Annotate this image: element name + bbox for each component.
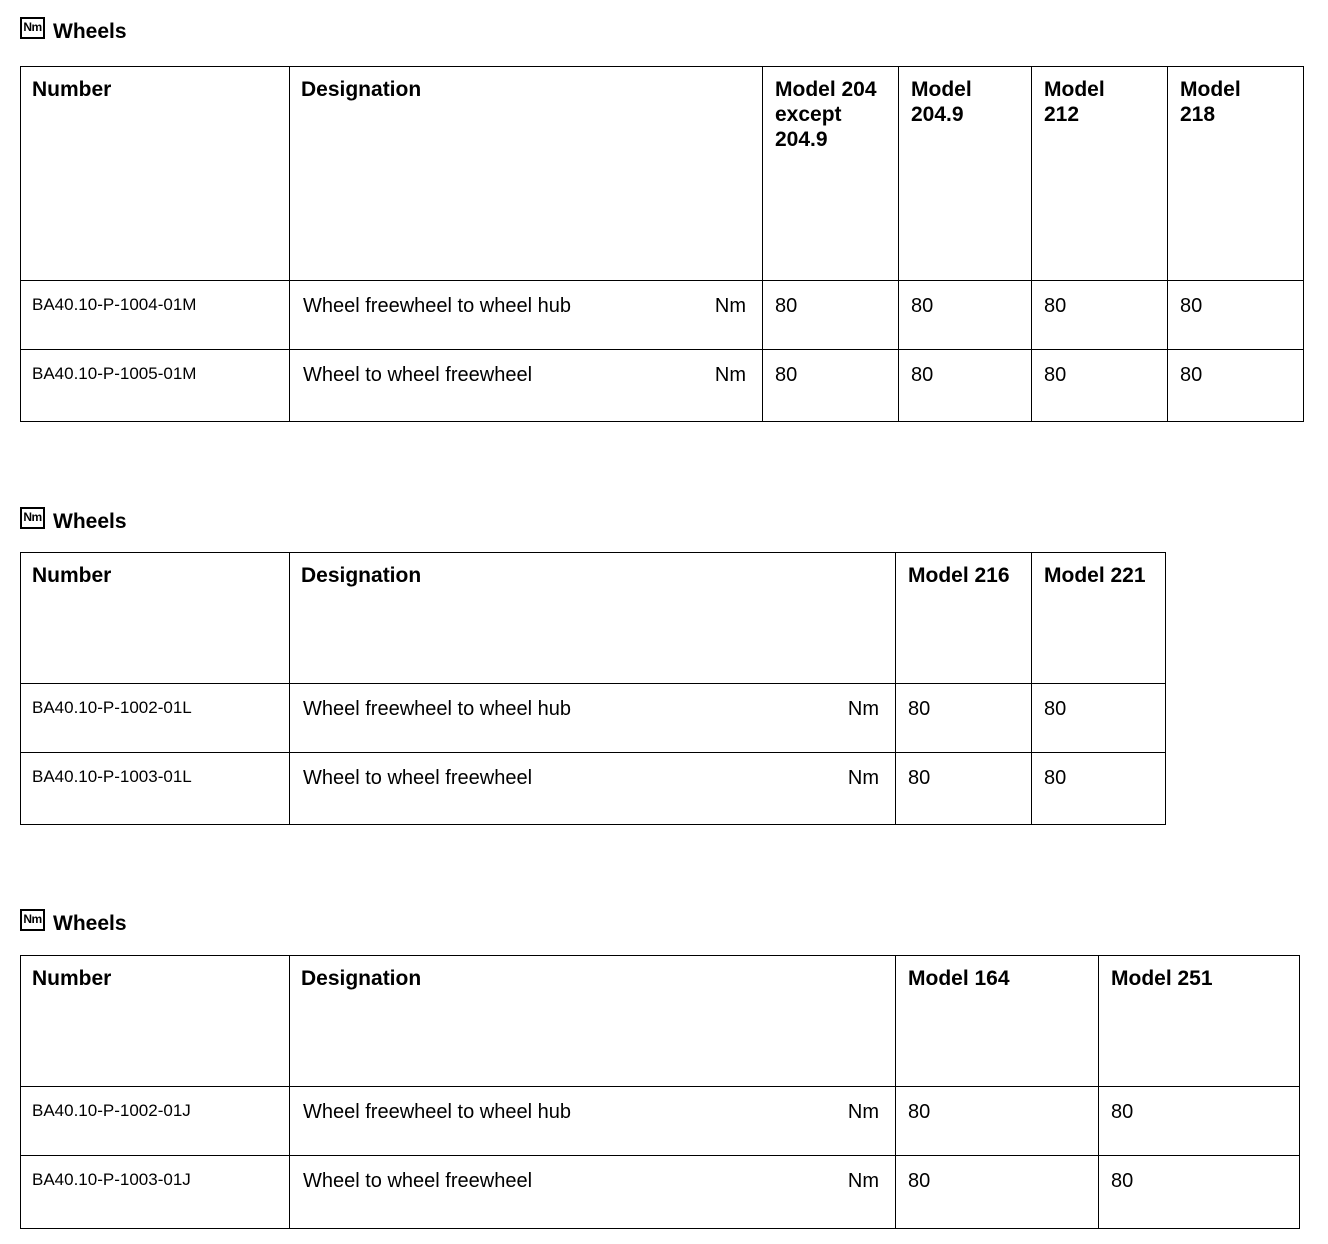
cell-designation — [290, 753, 896, 825]
table-row — [21, 281, 1304, 350]
unit-label: Nm — [714, 364, 746, 386]
table-row — [21, 350, 1304, 422]
torque-table — [20, 955, 1300, 1229]
cell-value: 80 — [1168, 281, 1304, 350]
header-number: Number — [21, 956, 290, 1087]
torque-nm-icon: Nm — [20, 17, 45, 39]
designation-text: Wheel to wheel freewheel — [303, 364, 533, 386]
cell-value: 80 — [1099, 1156, 1300, 1229]
header-model: Model 204.9 — [899, 67, 1032, 281]
torque-nm-icon: Nm — [20, 507, 45, 529]
unit-label: Nm — [714, 295, 746, 317]
header-designation: Designation — [290, 553, 896, 684]
header-number: Number — [21, 67, 290, 281]
cell-value: 80 — [896, 1156, 1099, 1229]
cell-value: 80 — [896, 753, 1032, 825]
header-model: Model 251 — [1099, 956, 1300, 1087]
section-title — [20, 506, 127, 534]
header-designation: Designation — [290, 956, 896, 1087]
designation-text: Wheel to wheel freewheel — [303, 1170, 533, 1192]
section-title — [20, 16, 127, 44]
cell-value: 80 — [899, 350, 1032, 422]
table-row — [21, 1156, 1300, 1229]
section-title-text: Wheels — [53, 510, 127, 533]
table-header-row — [21, 553, 1166, 684]
header-model: Model 212 — [1032, 67, 1168, 281]
header-model: Model 164 — [896, 956, 1099, 1087]
designation-text: Wheel freewheel to wheel hub — [303, 295, 571, 317]
torque-nm-icon: Nm — [20, 909, 45, 931]
cell-value: 80 — [763, 350, 899, 422]
section-title-text: Wheels — [53, 912, 127, 935]
header-model: Model 216 — [896, 553, 1032, 684]
cell-value: 80 — [1032, 281, 1168, 350]
table-row — [21, 684, 1166, 753]
cell-number: BA40.10-P-1004-01M — [21, 281, 290, 350]
header-model: Model 204 except 204.9 — [763, 67, 899, 281]
table-row — [21, 1087, 1300, 1156]
unit-label: Nm — [847, 698, 879, 720]
torque-table — [20, 66, 1304, 422]
header-model: Model 218 — [1168, 67, 1304, 281]
cell-value: 80 — [1032, 753, 1166, 825]
cell-designation — [290, 1087, 896, 1156]
table-row — [21, 753, 1166, 825]
header-number: Number — [21, 553, 290, 684]
section-title — [20, 908, 127, 936]
designation-text: Wheel to wheel freewheel — [303, 767, 533, 789]
section-title-text: Wheels — [53, 20, 127, 43]
torque-table — [20, 552, 1166, 825]
unit-label: Nm — [847, 767, 879, 789]
header-model: Model 221 — [1032, 553, 1166, 684]
header-designation: Designation — [290, 67, 763, 281]
table-header-row — [21, 956, 1300, 1087]
cell-designation — [290, 350, 763, 422]
cell-number: BA40.10-P-1002-01L — [21, 684, 290, 753]
cell-number: BA40.10-P-1003-01J — [21, 1156, 290, 1229]
unit-label: Nm — [847, 1101, 879, 1123]
designation-text: Wheel freewheel to wheel hub — [303, 698, 571, 720]
cell-value: 80 — [763, 281, 899, 350]
cell-designation — [290, 684, 896, 753]
cell-value: 80 — [896, 684, 1032, 753]
cell-designation — [290, 281, 763, 350]
cell-number: BA40.10-P-1005-01M — [21, 350, 290, 422]
designation-text: Wheel freewheel to wheel hub — [303, 1101, 571, 1123]
cell-value: 80 — [896, 1087, 1099, 1156]
cell-value: 80 — [1032, 350, 1168, 422]
cell-number: BA40.10-P-1003-01L — [21, 753, 290, 825]
cell-number: BA40.10-P-1002-01J — [21, 1087, 290, 1156]
cell-designation — [290, 1156, 896, 1229]
cell-value: 80 — [1099, 1087, 1300, 1156]
cell-value: 80 — [1032, 684, 1166, 753]
table-header-row — [21, 67, 1304, 281]
cell-value: 80 — [1168, 350, 1304, 422]
cell-value: 80 — [899, 281, 1032, 350]
unit-label: Nm — [847, 1170, 879, 1192]
